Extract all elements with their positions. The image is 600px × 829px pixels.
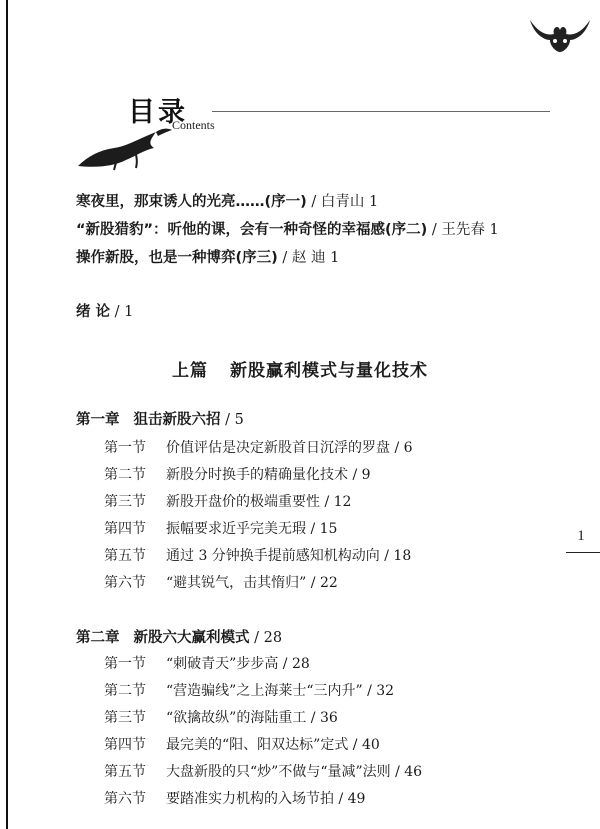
section-label: 第五节 [104, 548, 146, 564]
part-title-text: 新股赢利模式与量化技术 [230, 361, 428, 381]
section-1-5[interactable] [104, 545, 411, 565]
chapter-title: 狙击新股六招 [133, 412, 221, 428]
section-1-2[interactable] [104, 464, 371, 484]
brush-ox-painting-icon [74, 126, 174, 172]
page-title: 目录 [128, 97, 188, 128]
section-page: / 22 [306, 575, 338, 591]
section-label: 第四节 [104, 521, 146, 537]
chapter-label: 第一章 [76, 412, 120, 428]
chapter-2[interactable] [76, 626, 282, 647]
section-2-4[interactable] [104, 734, 380, 754]
section-label: 第三节 [104, 710, 146, 726]
section-label: 第二节 [104, 683, 146, 699]
section-1-3[interactable] [104, 491, 351, 511]
section-title: 振幅要求近乎完美无瑕 [166, 521, 306, 537]
section-1-1[interactable] [104, 437, 413, 457]
part-heading [0, 356, 600, 381]
section-title: “营造骗线”之上海莱士“三内升” [166, 683, 363, 699]
section-title: 大盘新股的只“炒”不做与“量减”法则 [166, 764, 391, 780]
intro-title: 绪 论 [76, 304, 111, 320]
section-page: / 40 [348, 737, 380, 753]
intro-entry[interactable] [76, 300, 133, 321]
section-title: “欲擒故纵”的海陆重工 [166, 710, 307, 726]
preface-3[interactable] [76, 246, 339, 267]
section-2-1[interactable] [104, 653, 310, 673]
chapter-title: 新股六大赢利模式 [133, 630, 250, 646]
section-page: / 18 [379, 548, 412, 564]
intro-page: / 1 [110, 304, 134, 320]
preface-title: 操作新股，也是一种博弈(序三) [76, 250, 278, 266]
section-page: / 15 [306, 521, 338, 537]
section-label: 第三节 [104, 494, 146, 510]
title-underline [212, 111, 550, 112]
section-page: / 32 [362, 683, 395, 699]
section-page: / 46 [390, 764, 423, 780]
section-page: / 12 [320, 494, 352, 510]
section-title: 最完美的“阳、阳双达标”定式 [166, 737, 349, 753]
section-title: “刺破青天”步步高 [166, 656, 279, 672]
page-number-rule [566, 552, 600, 553]
section-label: 第六节 [104, 575, 146, 591]
preface-title: “新股猎豹”：听他的课，会有一种奇怪的幸福感(序二) [76, 222, 428, 238]
page-number: 1 [577, 528, 585, 544]
section-2-2[interactable] [104, 680, 394, 700]
section-2-6[interactable] [104, 788, 365, 808]
section-page: / 36 [306, 710, 338, 726]
preface-2[interactable] [76, 218, 499, 239]
chapter-page: / 28 [249, 630, 283, 646]
section-label: 第五节 [104, 764, 146, 780]
part-label: 上篇 [172, 361, 208, 381]
preface-author: / 王先春 1 [427, 222, 499, 238]
section-2-5[interactable] [104, 761, 422, 781]
preface-title: 寒夜里，那束诱人的光亮……(序一) [76, 194, 307, 210]
section-2-3[interactable] [104, 707, 338, 727]
section-label: 第二节 [104, 467, 146, 483]
section-page: / 9 [348, 467, 371, 483]
section-label: 第六节 [104, 791, 146, 807]
section-page: / 49 [334, 791, 366, 807]
section-page: / 28 [278, 656, 310, 672]
section-title: 新股开盘价的极端重要性 [166, 494, 320, 510]
left-margin-rule [6, 0, 8, 829]
section-1-4[interactable] [104, 518, 337, 538]
ox-head-ornament-icon [528, 14, 592, 54]
section-title: 价值评估是决定新股首日沉浮的罗盘 [166, 440, 390, 456]
page-subtitle: Contents [172, 118, 215, 132]
section-1-6[interactable] [104, 572, 338, 592]
preface-1[interactable] [76, 190, 378, 211]
chapter-label: 第二章 [76, 630, 120, 646]
chapter-1[interactable] [76, 408, 244, 429]
section-title: 新股分时换手的精确量化技术 [166, 467, 348, 483]
chapter-page: / 5 [220, 412, 244, 428]
preface-author: / 赵 迪 1 [277, 250, 340, 266]
preface-author: / 白青山 1 [306, 194, 379, 210]
section-label: 第四节 [104, 737, 146, 753]
section-page: / 6 [390, 440, 413, 456]
section-title: 通过 3 分钟换手提前感知机构动向 [166, 548, 380, 564]
section-title: “避其锐气，击其惰归” [166, 575, 307, 591]
section-label: 第一节 [104, 656, 146, 672]
section-title: 要踏准实力机构的入场节拍 [166, 791, 334, 807]
section-label: 第一节 [104, 440, 146, 456]
